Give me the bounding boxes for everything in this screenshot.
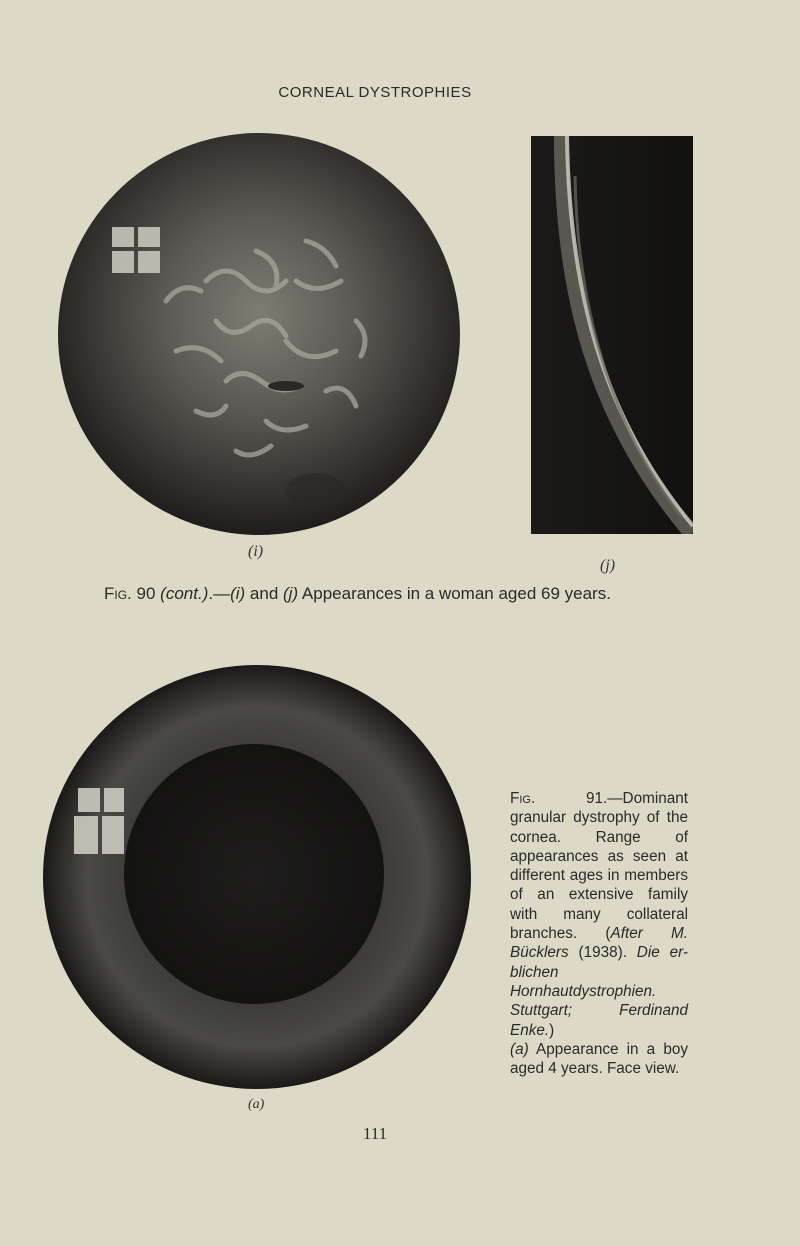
fig91-a-photo xyxy=(42,664,472,1090)
fig90-j-label: (j) xyxy=(600,557,616,574)
fig90-caption-dash: .— xyxy=(208,584,231,603)
fig90-caption-ref-i: (i) xyxy=(230,584,246,603)
fig91-caption-source-close: ) xyxy=(549,1021,555,1039)
fig90-caption-and: and xyxy=(245,584,284,603)
fig90-caption-number: 90 xyxy=(136,584,156,603)
fig90-caption xyxy=(104,584,664,604)
fig91-caption-source-author: After M. Bücklers xyxy=(510,925,688,962)
fig90-i-label: (i) xyxy=(248,543,264,560)
fig91-caption-number: 91. xyxy=(585,790,608,807)
fig91-caption xyxy=(510,789,693,1078)
fig91-caption-title: —Dominant granular dystrophy of the cornea. Range of appearances as seen at different ages in members of an extensive family with many collateral branches. xyxy=(510,790,688,943)
fig91-caption-part-label: (a) xyxy=(510,1040,529,1058)
fig91-caption-source-year: (1938). xyxy=(568,944,637,962)
fig91-a-label: (a) xyxy=(248,1097,265,1112)
page-number: 111 xyxy=(362,1124,388,1143)
fig90-caption-text: Appearances in a woman aged 69 years. xyxy=(298,584,611,603)
fig90-j-photo xyxy=(531,136,693,534)
running-header: CORNEAL DYSTROPHIES xyxy=(278,84,472,101)
fig90-caption-ref-j: (j) xyxy=(283,584,299,603)
fig90-i-photo xyxy=(56,131,462,537)
fig91-caption-fig: Fig. xyxy=(510,790,536,807)
fig91-caption-source-open: ( xyxy=(605,925,611,943)
fig91-caption-part-text: Appearance in a boy aged 4 years. Face view. xyxy=(510,1040,693,1078)
fig90-caption-cont: (cont.) xyxy=(160,584,209,603)
fig90-caption-fig: Fig. xyxy=(104,584,132,603)
fig91-caption-source-title: Die er-blichen Hornhautdystrophien. Stuttgart; Ferdinand Enke. xyxy=(510,944,689,1039)
